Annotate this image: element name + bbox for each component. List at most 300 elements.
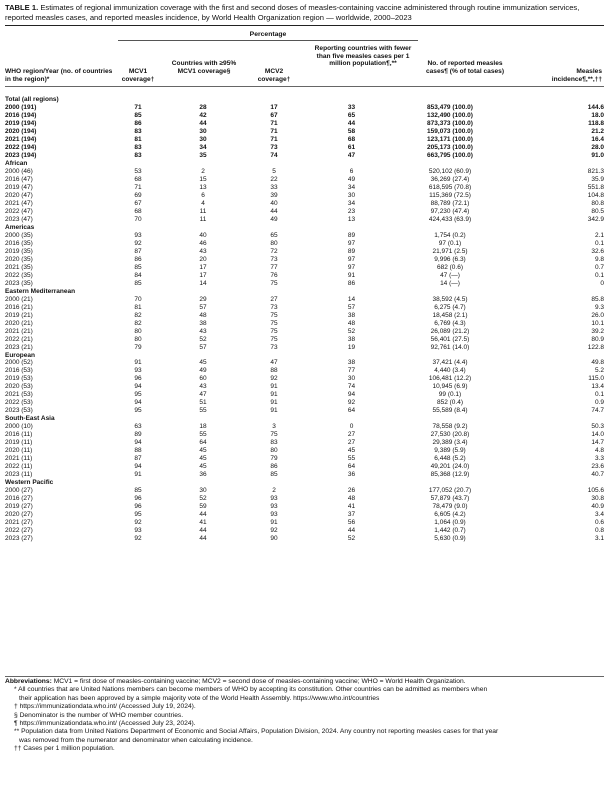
reporting-countries-cell: 27 <box>347 431 356 439</box>
bottom-rule <box>5 676 604 677</box>
reported-cases-cell: 36,269 (27.4) <box>430 175 470 183</box>
reported-cases-cell: 123,171 (100.0) <box>427 135 473 143</box>
table-row <box>5 304 604 312</box>
year-cell: 2023 (47) <box>5 215 33 223</box>
reported-cases-cell: 9,996 (6.3) <box>434 255 466 263</box>
year-cell: 2019 (47) <box>5 183 33 191</box>
footnote-coverage-source: † https://immunizationdata.who.int/ (Accessed July 19, 2024). <box>14 703 196 711</box>
year-cell: 2020 (21) <box>5 319 33 327</box>
year-cell: 2020 (11) <box>5 447 33 455</box>
year-cell: 2021 (53) <box>5 391 33 399</box>
year-cell: 2000 (191) <box>5 103 37 111</box>
mcv1-cell: 85 <box>134 279 142 287</box>
reporting-countries-cell: 47 <box>347 151 356 159</box>
mcv1-cell: 89 <box>134 431 142 439</box>
year-cell: 2021 (11) <box>5 455 33 463</box>
incidence-cell: 821.3 <box>587 167 604 175</box>
countries-95-cell: 43 <box>199 383 207 391</box>
reported-cases-cell: 97 (0.1) <box>438 239 462 247</box>
year-cell: 2019 (11) <box>5 439 33 447</box>
mcv2-cell: 91 <box>270 399 278 407</box>
year-cell: 2023 (194) <box>5 151 37 159</box>
table-row <box>5 296 604 304</box>
reporting-countries-cell: 33 <box>347 103 356 111</box>
section-label: Western Pacific <box>5 479 54 487</box>
year-cell: 2021 (194) <box>5 135 37 143</box>
incidence-cell: 0.9 <box>594 399 604 407</box>
mcv1-cell: 93 <box>134 527 142 535</box>
mcv1-cell: 93 <box>134 231 142 239</box>
header-reporting-countries: Reporting countries with fewer than five measles cases per 1 million population¶,** <box>314 45 412 68</box>
year-cell: 2023 (27) <box>5 535 33 543</box>
countries-95-cell: 52 <box>199 495 207 503</box>
mcv2-cell: 77 <box>270 263 278 271</box>
table-label: TABLE 1. <box>5 3 39 12</box>
incidence-cell: 2.1 <box>594 231 604 239</box>
mcv2-cell: 27 <box>270 295 278 303</box>
table-row <box>5 312 604 320</box>
mcv1-cell: 95 <box>134 407 142 415</box>
footnote-member-cont: their application has been approved by a simple majority vote of the World Health Assembly. https://www.who.int/countries <box>19 694 380 702</box>
header-reported-cases: No. of reported measles cases¶ (% of total cases) <box>425 60 505 75</box>
countries-95-cell: 57 <box>199 343 207 351</box>
header-countries-95: Countries with ≥95% MCV1 coverage§ <box>171 60 237 75</box>
mcv1-cell: 82 <box>134 311 142 319</box>
reporting-countries-cell: 49 <box>347 175 356 183</box>
incidence-cell: 4.8 <box>594 447 604 455</box>
mcv2-cell: 93 <box>270 495 278 503</box>
incidence-cell: 49.8 <box>591 359 604 367</box>
reporting-countries-cell: 36 <box>347 471 356 479</box>
table-row <box>5 407 604 415</box>
table-row <box>5 487 604 495</box>
incidence-cell: 40.7 <box>591 471 604 479</box>
section-label: Eastern Mediterranean <box>5 287 76 295</box>
reporting-countries-cell: 86 <box>347 279 356 287</box>
incidence-cell: 0.6 <box>594 519 604 527</box>
year-cell: 2019 (27) <box>5 503 33 511</box>
table-row <box>5 511 604 519</box>
reported-cases-cell: 97,230 (47.4) <box>430 207 470 215</box>
countries-95-cell: 4 <box>201 199 205 207</box>
section-row <box>5 352 604 360</box>
incidence-cell: 115.0 <box>588 375 604 383</box>
reported-cases-cell: 205,173 (100.0) <box>427 143 473 151</box>
reporting-countries-cell: 92 <box>347 399 356 407</box>
reported-cases-cell: 14 (—) <box>440 279 460 287</box>
header-mcv1: MCV1 coverage† <box>121 68 155 83</box>
incidence-cell: 3.4 <box>594 511 604 519</box>
countries-95-cell: 17 <box>199 271 207 279</box>
mcv2-cell: 71 <box>270 135 278 143</box>
incidence-cell: 0.1 <box>594 239 604 247</box>
incidence-cell: 35.9 <box>591 175 604 183</box>
section-row <box>5 96 604 104</box>
table-row <box>5 272 604 280</box>
mcv1-cell: 86 <box>134 119 142 127</box>
mcv1-cell: 96 <box>134 375 142 383</box>
countries-95-cell: 11 <box>199 215 207 223</box>
reported-cases-cell: 852 (0.4) <box>436 399 464 407</box>
table-row <box>5 104 604 112</box>
incidence-cell: 105.6 <box>587 487 604 495</box>
table-row <box>5 344 604 352</box>
year-cell: 2020 (194) <box>5 127 37 135</box>
footnote-member: * All countries that are United Nations members can become members of WHO by accepting its constitution. Other countries can be admitted as members when <box>14 686 488 694</box>
reporting-countries-cell: 48 <box>347 495 356 503</box>
table-row <box>5 527 604 535</box>
incidence-cell: 118.8 <box>588 119 604 127</box>
mcv2-cell: 92 <box>270 527 278 535</box>
year-cell: 2020 (47) <box>5 191 33 199</box>
reported-cases-cell: 106,481 (12.2) <box>428 375 472 383</box>
reporting-countries-cell: 89 <box>347 231 356 239</box>
incidence-cell: 5.2 <box>594 367 604 375</box>
mcv2-cell: 91 <box>270 407 278 415</box>
table-row <box>5 144 604 152</box>
reporting-countries-cell: 52 <box>347 535 356 543</box>
table-row <box>5 455 604 463</box>
reporting-countries-cell: 34 <box>347 199 356 207</box>
reported-cases-cell: 6,605 (4.2) <box>434 511 466 519</box>
reporting-countries-cell: 0 <box>349 423 354 431</box>
mcv1-cell: 71 <box>134 103 142 111</box>
year-cell: 2019 (35) <box>5 247 33 255</box>
reported-cases-cell: 56,401 (27.5) <box>430 335 470 343</box>
reported-cases-cell: 92,761 (14.0) <box>430 343 470 351</box>
mcv2-cell: 39 <box>270 191 278 199</box>
reported-cases-cell: 115,369 (72.5) <box>429 191 471 199</box>
reported-cases-cell: 57,879 (43.7) <box>430 495 470 503</box>
incidence-cell: 104.8 <box>587 191 604 199</box>
mcv1-cell: 88 <box>134 447 142 455</box>
countries-95-cell: 44 <box>199 535 207 543</box>
mcv2-cell: 2 <box>272 487 276 495</box>
reported-cases-cell: 159,073 (100.0) <box>427 127 473 135</box>
reporting-countries-cell: 97 <box>347 263 356 271</box>
incidence-cell: 18.0 <box>591 111 604 119</box>
incidence-cell: 0 <box>600 279 604 287</box>
reported-cases-cell: 26,089 (21.2) <box>430 327 470 335</box>
mcv2-cell: 75 <box>270 279 278 287</box>
countries-95-cell: 35 <box>199 151 207 159</box>
reporting-countries-cell: 91 <box>347 271 356 279</box>
year-cell: 2023 (53) <box>5 407 33 415</box>
year-cell: 2016 (11) <box>5 431 33 439</box>
mcv1-cell: 68 <box>134 175 142 183</box>
incidence-cell: 0.1 <box>594 391 604 399</box>
reported-cases-cell: 618,595 (70.8) <box>428 183 472 191</box>
mcv2-cell: 80 <box>270 239 278 247</box>
mcv1-cell: 93 <box>134 367 142 375</box>
reporting-countries-cell: 57 <box>347 303 356 311</box>
reported-cases-cell: 29,389 (3.4) <box>432 439 468 447</box>
mcv1-cell: 95 <box>134 391 142 399</box>
countries-95-cell: 30 <box>199 127 207 135</box>
mcv2-cell: 44 <box>270 207 278 215</box>
mcv2-cell: 75 <box>270 335 278 343</box>
mcv2-cell: 86 <box>270 463 278 471</box>
countries-95-cell: 43 <box>199 247 207 255</box>
percentage-header: Percentage <box>249 31 287 38</box>
reporting-countries-cell: 37 <box>347 511 356 519</box>
reported-cases-cell: 853,479 (100.0) <box>427 103 473 111</box>
incidence-cell: 23.6 <box>591 463 604 471</box>
reporting-countries-cell: 65 <box>347 111 356 119</box>
reported-cases-cell: 38,592 (4.5) <box>432 295 468 303</box>
reporting-countries-cell: 23 <box>347 207 356 215</box>
mcv1-cell: 92 <box>134 535 142 543</box>
table-row <box>5 439 604 447</box>
reporting-countries-cell: 30 <box>347 191 356 199</box>
countries-95-cell: 34 <box>199 143 207 151</box>
mcv1-cell: 92 <box>134 519 142 527</box>
reporting-countries-cell: 44 <box>347 119 356 127</box>
table-row <box>5 359 604 367</box>
countries-95-cell: 59 <box>199 503 207 511</box>
incidence-cell: 122.8 <box>587 343 604 351</box>
mcv2-cell: 71 <box>270 127 278 135</box>
reporting-countries-cell: 45 <box>347 447 356 455</box>
mcv2-cell: 80 <box>270 447 278 455</box>
mcv1-cell: 83 <box>134 127 142 135</box>
table-row <box>5 383 604 391</box>
countries-95-cell: 11 <box>199 207 207 215</box>
mcv2-cell: 65 <box>270 231 278 239</box>
year-cell: 2019 (53) <box>5 375 33 383</box>
year-cell: 2016 (47) <box>5 175 33 183</box>
mcv2-cell: 33 <box>270 183 278 191</box>
reported-cases-cell: 49,201 (24.0) <box>430 463 470 471</box>
mcv1-cell: 53 <box>134 167 142 175</box>
reporting-countries-cell: 44 <box>347 527 356 535</box>
mcv2-cell: 88 <box>270 367 278 375</box>
table-row <box>5 184 604 192</box>
mcv2-cell: 72 <box>270 247 278 255</box>
mcv2-cell: 85 <box>270 471 278 479</box>
table-row <box>5 152 604 160</box>
table-row <box>5 399 604 407</box>
table-row <box>5 200 604 208</box>
year-cell: 2000 (27) <box>5 487 33 495</box>
mcv2-cell: 91 <box>270 391 278 399</box>
countries-95-cell: 14 <box>199 279 207 287</box>
countries-95-cell: 20 <box>199 255 207 263</box>
year-cell: 2022 (53) <box>5 399 33 407</box>
reported-cases-cell: 682 (0.6) <box>436 263 464 271</box>
table-row <box>5 495 604 503</box>
reported-cases-cell: 1,064 (0.9) <box>434 519 466 527</box>
mcv1-cell: 92 <box>134 239 142 247</box>
mcv2-cell: 83 <box>270 439 278 447</box>
year-cell: 2000 (10) <box>5 423 33 431</box>
reporting-countries-cell: 56 <box>347 519 356 527</box>
mcv2-cell: 5 <box>272 167 276 175</box>
reporting-countries-cell: 61 <box>347 143 356 151</box>
reporting-countries-cell: 97 <box>347 239 356 247</box>
reporting-countries-cell: 26 <box>347 487 356 495</box>
reporting-countries-cell: 27 <box>347 439 356 447</box>
incidence-cell: 32.6 <box>591 247 604 255</box>
countries-95-cell: 45 <box>199 455 207 463</box>
table-row <box>5 176 604 184</box>
table-row <box>5 328 604 336</box>
mcv1-cell: 83 <box>134 143 142 151</box>
countries-95-cell: 36 <box>199 471 207 479</box>
table-row <box>5 216 604 224</box>
reported-cases-cell: 88,789 (72.1) <box>430 199 470 207</box>
reported-cases-cell: 424,433 (63.9) <box>428 215 472 223</box>
countries-95-cell: 15 <box>199 175 207 183</box>
table-row <box>5 463 604 471</box>
reported-cases-cell: 9,389 (5.9) <box>434 447 466 455</box>
mcv2-cell: 17 <box>270 103 278 111</box>
year-cell: 2000 (52) <box>5 359 33 367</box>
year-cell: 2000 (35) <box>5 231 33 239</box>
reporting-countries-cell: 34 <box>347 183 356 191</box>
year-cell: 2023 (21) <box>5 343 33 351</box>
table-row <box>5 423 604 431</box>
mcv1-cell: 87 <box>134 455 142 463</box>
year-cell: 2016 (53) <box>5 367 33 375</box>
year-cell: 2000 (21) <box>5 295 33 303</box>
incidence-cell: 342.9 <box>587 215 604 223</box>
section-label: Total (all regions) <box>5 96 59 103</box>
coverage-table <box>5 96 604 543</box>
incidence-cell: 9.3 <box>594 303 604 311</box>
mcv2-cell: 3 <box>272 423 276 431</box>
countries-95-cell: 46 <box>199 239 207 247</box>
countries-95-cell: 45 <box>199 447 207 455</box>
incidence-cell: 74.7 <box>591 407 604 415</box>
mcv1-cell: 96 <box>134 495 142 503</box>
reporting-countries-cell: 64 <box>347 463 356 471</box>
reported-cases-cell: 21,971 (2.5) <box>432 247 468 255</box>
table-row <box>5 120 604 128</box>
incidence-cell: 144.6 <box>587 103 604 111</box>
countries-95-cell: 29 <box>199 295 207 303</box>
countries-95-cell: 18 <box>199 423 207 431</box>
abbrev-text: MCV1 = first dose of measles-containing vaccine; MCV2 = second dose of measles-containing vaccine; WHO = World Health Organization. <box>53 678 466 685</box>
reported-cases-cell: 4,440 (3.4) <box>434 367 466 375</box>
mcv2-cell: 79 <box>270 455 278 463</box>
section-row <box>5 479 604 487</box>
reporting-countries-cell: 38 <box>347 311 356 319</box>
reporting-countries-cell: 89 <box>347 247 356 255</box>
mcv1-cell: 80 <box>134 335 142 343</box>
year-cell: 2022 (11) <box>5 463 33 471</box>
mcv1-cell: 85 <box>134 111 142 119</box>
countries-95-cell: 45 <box>199 463 207 471</box>
mcv2-cell: 47 <box>270 359 278 367</box>
reporting-countries-cell: 58 <box>347 127 356 135</box>
mcv2-cell: 73 <box>270 303 278 311</box>
header-rule <box>5 86 604 87</box>
mcv1-cell: 68 <box>134 207 142 215</box>
countries-95-cell: 64 <box>199 439 207 447</box>
countries-95-cell: 2 <box>201 167 205 175</box>
section-label: South-East Asia <box>5 415 55 423</box>
reporting-countries-cell: 74 <box>347 383 356 391</box>
footnote-population-cont: was removed from the numerator and denominator when calculating incidence. <box>19 736 253 744</box>
mcv1-cell: 67 <box>134 199 142 207</box>
reporting-countries-cell: 13 <box>347 215 356 223</box>
mcv2-cell: 40 <box>270 199 278 207</box>
table-row <box>5 248 604 256</box>
table-row <box>5 447 604 455</box>
reported-cases-cell: 6,769 (4.3) <box>434 319 466 327</box>
header-incidence: Measles incidence¶,**,†† <box>551 68 602 83</box>
reported-cases-cell: 132,490 (100.0) <box>427 111 473 119</box>
reported-cases-cell: 99 (0.1) <box>438 391 462 399</box>
incidence-cell: 14.0 <box>591 431 604 439</box>
mcv1-cell: 83 <box>134 151 142 159</box>
incidence-cell: 16.4 <box>591 135 604 143</box>
year-cell: 2021 (35) <box>5 263 33 271</box>
mcv1-cell: 69 <box>134 191 142 199</box>
countries-95-cell: 52 <box>199 335 207 343</box>
year-cell: 2021 (21) <box>5 327 33 335</box>
section-label: European <box>5 351 35 359</box>
reported-cases-cell: 6,448 (5.2) <box>434 455 466 463</box>
mcv2-cell: 67 <box>270 111 278 119</box>
reported-cases-cell: 85,368 (12.9) <box>430 471 470 479</box>
countries-95-cell: 57 <box>199 303 207 311</box>
mcv1-cell: 71 <box>134 183 142 191</box>
mcv2-cell: 93 <box>270 511 278 519</box>
footnote-cases-source: ¶ https://immunizationdata.who.int/ (Accessed July 23, 2024). <box>14 720 196 728</box>
percentage-rule <box>118 40 418 41</box>
countries-95-cell: 38 <box>199 319 207 327</box>
year-cell: 2000 (46) <box>5 167 33 175</box>
mcv1-cell: 70 <box>134 295 142 303</box>
countries-95-cell: 45 <box>199 359 207 367</box>
reported-cases-cell: 520,102 (60.9) <box>428 167 472 175</box>
countries-95-cell: 60 <box>199 375 207 383</box>
mcv2-cell: 90 <box>270 535 278 543</box>
countries-95-cell: 40 <box>199 231 207 239</box>
reporting-countries-cell: 48 <box>347 319 356 327</box>
table-row <box>5 320 604 328</box>
mcv1-cell: 85 <box>134 487 142 495</box>
year-cell: 2016 (194) <box>5 111 37 119</box>
reporting-countries-cell: 19 <box>347 343 356 351</box>
incidence-cell: 91.0 <box>591 151 604 159</box>
reporting-countries-cell: 30 <box>347 375 356 383</box>
table-row <box>5 232 604 240</box>
reported-cases-cell: 78,558 (9.2) <box>432 423 468 431</box>
reported-cases-cell: 18,458 (2.1) <box>432 311 468 319</box>
incidence-cell: 551.8 <box>587 183 604 191</box>
countries-95-cell: 44 <box>199 511 207 519</box>
mcv1-cell: 80 <box>134 327 142 335</box>
mcv1-cell: 63 <box>134 423 142 431</box>
reporting-countries-cell: 6 <box>349 167 354 175</box>
countries-95-cell: 17 <box>199 263 207 271</box>
reported-cases-cell: 873,373 (100.0) <box>427 119 473 127</box>
reported-cases-cell: 47 (—) <box>440 271 460 279</box>
table-row <box>5 519 604 527</box>
countries-95-cell: 44 <box>199 119 207 127</box>
countries-95-cell: 47 <box>199 391 207 399</box>
reporting-countries-cell: 41 <box>347 503 356 511</box>
reporting-countries-cell: 38 <box>347 335 356 343</box>
table-row <box>5 367 604 375</box>
section-row <box>5 415 604 423</box>
mcv1-cell: 94 <box>134 439 142 447</box>
header-region-year: WHO region/Year (no. of countries in the region)* <box>5 68 113 83</box>
table-row <box>5 535 604 543</box>
